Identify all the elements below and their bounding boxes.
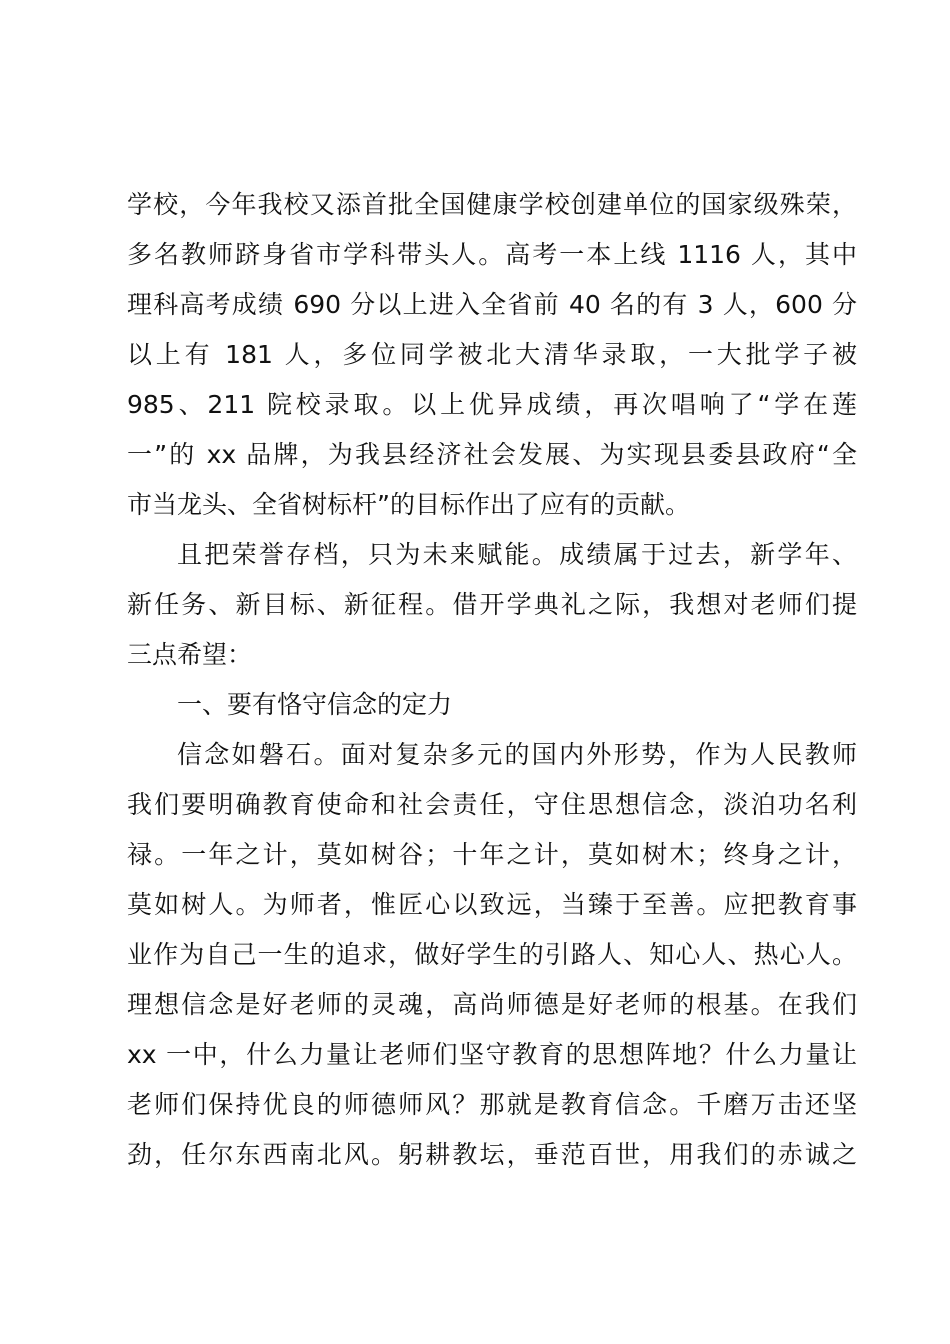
text-line: 理科高考成绩 690 分以上进入全省前 40 名的有 3 人，600 分 <box>127 290 857 319</box>
text-line: 多名教师跻身省市学科带头人。高考一本上线 1116 人，其中 <box>127 240 857 269</box>
text-line: 老师们保持优良的师德师风？那就是教育信念。千磨万击还坚 <box>127 1090 857 1119</box>
text-line: 理想信念是好老师的灵魂，高尚师德是好老师的根基。在我们 <box>127 990 857 1019</box>
text-line: 学校，今年我校又添首批全国健康学校创建单位的国家级殊荣， <box>127 190 857 219</box>
section-heading: 一、要有恪守信念的定力 <box>177 690 453 719</box>
text-line: 莫如树人。为师者，惟匠心以致远，当臻于至善。应把教育事 <box>127 890 857 919</box>
text-line: 以上有 181 人，多位同学被北大清华录取，一大批学子被 <box>127 340 857 369</box>
text-line: 我们要明确教育使命和社会责任，守住思想信念，淡泊功名利 <box>127 790 857 819</box>
text-line: 一”的 xx 品牌，为我县经济社会发展、为实现县委县政府“全 <box>127 440 857 469</box>
text-line: 业作为自己一生的追求，做好学生的引路人、知心人、热心人。 <box>127 940 857 969</box>
text-line: 新任务、新目标、新征程。借开学典礼之际，我想对老师们提 <box>127 590 857 619</box>
text-line: 市当龙头、全省树标杆”的目标作出了应有的贡献。 <box>127 490 690 519</box>
text-line: 985、211 院校录取。以上优异成绩，再次唱响了“学在莲 <box>127 390 857 419</box>
paragraph-first-line: 且把荣誉存档，只为未来赋能。成绩属于过去，新学年、 <box>177 540 857 569</box>
text-line: 禄。一年之计，莫如树谷；十年之计，莫如树木；终身之计， <box>127 840 857 869</box>
text-line: xx 一中，什么力量让老师们坚守教育的思想阵地？什么力量让 <box>127 1040 857 1069</box>
text-line: 三点希望： <box>127 640 253 669</box>
text-line: 劲，任尔东西南北风。躬耕教坛，垂范百世，用我们的赤诚之 <box>127 1140 857 1169</box>
paragraph-first-line: 信念如磐石。面对复杂多元的国内外形势，作为人民教师 <box>177 740 857 769</box>
